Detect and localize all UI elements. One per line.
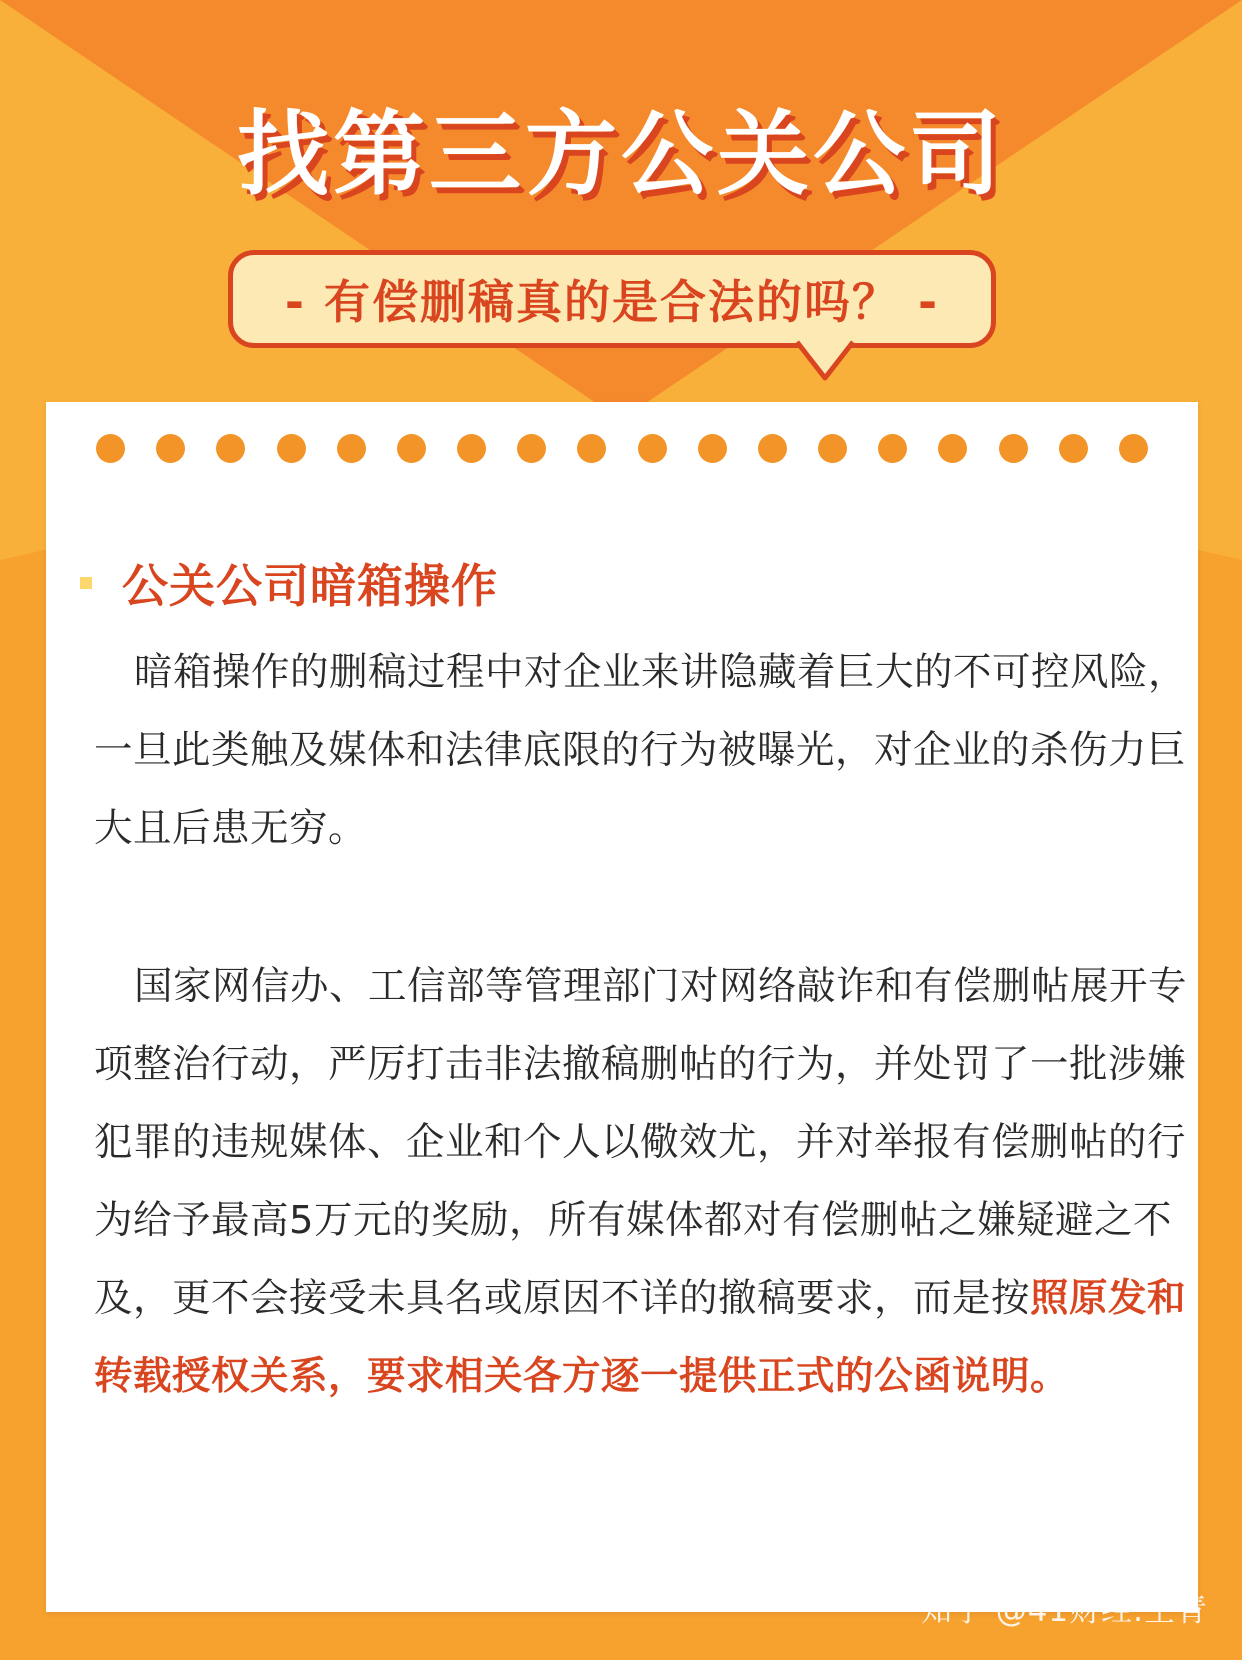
dot-icon <box>999 434 1028 463</box>
paragraph-2-highlight: 照原发和转载授权关系，要求相关各方逐一提供正式的公函说明。 <box>94 1276 1187 1399</box>
dot-icon <box>457 434 486 463</box>
paragraph-2 <box>94 948 1194 1416</box>
dot-icon <box>337 434 366 463</box>
section-heading <box>80 550 498 616</box>
dot-icon <box>758 434 787 463</box>
paragraph-2-text: 国家网信办、工信部等管理部门对网络敲诈和有偿删帖展开专项整治行动，严厉打击非法撤稿删帖的行为，并处罚了一批涉嫌犯罪的违规媒体、企业和个人以儆效尤，并对举报有偿删帖的行为给予最高5万元的奖励，所有媒体都对有偿删帖之嫌疑避之不及，更不会接受未具名或原因不详的撤稿要求，而是按 <box>94 964 1188 1321</box>
dot-icon <box>277 434 306 463</box>
dot-icon <box>517 434 546 463</box>
subtitle-bubble <box>228 250 996 348</box>
dot-icon <box>577 434 606 463</box>
dot-icon <box>1059 434 1088 463</box>
dot-icon <box>638 434 667 463</box>
dot-icon <box>1119 434 1148 463</box>
dot-icon <box>216 434 245 463</box>
decorative-dots <box>46 434 1198 466</box>
bubble-tail-icon <box>795 340 855 384</box>
dot-icon <box>96 434 125 463</box>
paragraph-1: 暗箱操作的删稿过程中对企业来讲隐藏着巨大的不可控风险，一旦此类触及媒体和法律底限的行为被曝光，对企业的杀伤力巨大且后患无穷。 <box>94 650 1188 851</box>
dot-icon <box>156 434 185 463</box>
dot-icon <box>397 434 426 463</box>
page-title: 找第三方公关公司 <box>236 101 1005 208</box>
subtitle-text: - 有偿删稿真的是合法的吗？ - <box>284 275 940 329</box>
dot-icon <box>938 434 967 463</box>
dot-icon <box>698 434 727 463</box>
content-card <box>46 402 1198 1612</box>
section-heading-text: 公关公司暗箱操作 <box>122 559 498 613</box>
dot-icon <box>878 434 907 463</box>
dot-icon <box>818 434 847 463</box>
watermark: 知乎 @41财经.空青 <box>920 1593 1208 1629</box>
square-bullet-icon <box>80 577 92 589</box>
